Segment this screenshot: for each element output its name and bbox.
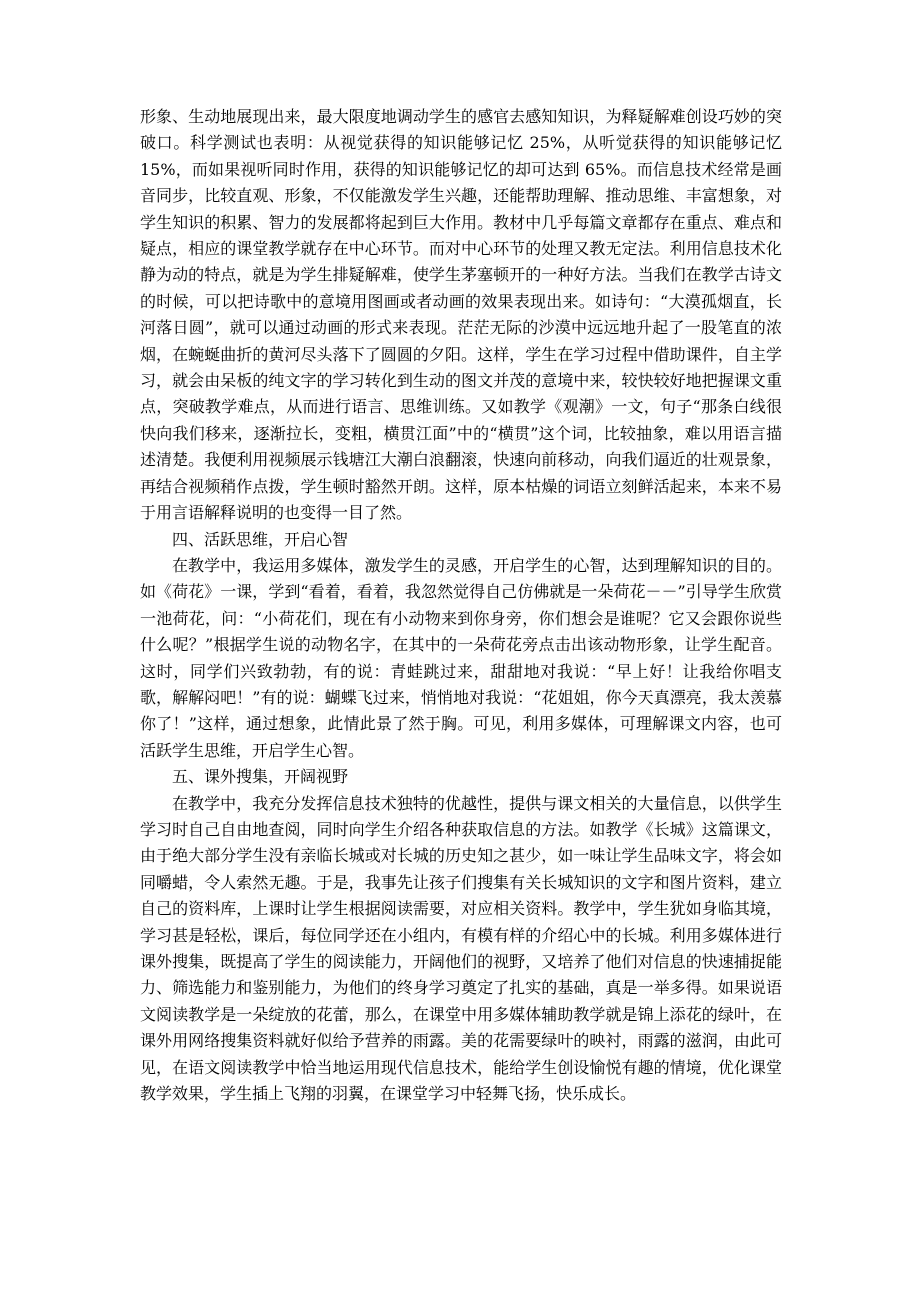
document-page (140, 104, 782, 1107)
paragraph-section-four: 在教学中，我运用多媒体，激发学生的灵感，开启学生的心智，达到理解知识的目的。如《荷花》一课，学到“看着，看着，我忽然觉得自己仿佛就是一朵荷花－－”引导学生欣赏一池荷花，问：“小荷花们，现在有小动物来到你身旁，你们想会是谁呢？它又会跟你说些什么呢？”根据学生说的动物名字，在其中的一朵荷花旁点击出该动物形象，让学生配音。这时，同学们兴致勃勃，有的说：青蛙跳过来，甜甜地对我说：“早上好！让我给你唱支歌，解解闷吧！”有的说：蝴蝶飞过来，悄悄地对我说：“花姐姐，你今天真漂亮，我太羡慕你了！”这样，通过想象，此情此景了然于胸。可见，利用多媒体，可理解课文内容，也可活跃学生思维，开启学生心智。 (140, 555, 782, 760)
section-heading-four: 四、活跃思维，开启心智 (172, 529, 349, 549)
paragraph-section-five: 在教学中，我充分发挥信息技术独特的优越性，提供与课文相关的大量信息，以供学生学习时自己自由地查阅，同时向学生介绍各种获取信息的方法。如教学《长城》这篇课文，由于绝大部分学生没有亲临长城或对长城的历史知之甚少，如一味让学生品味文字，将会如同嚼蜡，令人索然无趣。于是，我事先让孩子们搜集有关长城知识的文字和图片资料，建立自己的资料库，上课时让学生根据阅读需要，对应相关资料。教学中，学生犹如身临其境，学习甚是轻松，课后，每位同学还在小组内，有模有样的介绍心中的长城。利用多媒体进行课外搜集，既提高了学生的阅读能力，开阔他们的视野，又培养了他们对信息的快速捕捉能力、筛选能力和鉴别能力，为他们的终身学习奠定了扎实的基础，真是一举多得。如果说语文阅读教学是一朵绽放的花蕾，那么，在课堂中用多媒体辅助教学就是锦上添花的绿叶，在课外用网络搜集资料就好似给予营养的雨露。美的花需要绿叶的映衬，雨露的滋润，由此可见，在语文阅读教学中恰当地运用现代信息技术，能给学生创设愉悦有趣的情境，优化课堂教学效果，学生插上飞翔的羽翼，在课堂学习中轻舞飞扬，快乐成长。 (140, 793, 782, 1104)
paragraph-continued: 形象、生动地展现出来，最大限度地调动学生的感官去感知知识，为释疑解难创设巧妙的突破口。科学测试也表明：从视觉获得的知识能够记忆 25%，从听觉获得的知识能够记忆 15%，而如果视听同时作用，获得的知识能够记忆的却可达到 65%。而信息技术经常是画音同步，比较直观、形象，不仅能激发学生兴趣，还能帮助理解、推动思维、丰富想象，对学生知识的积累、智力的发展都将起到巨大作用。教材中几乎每篇文章都存在重点、难点和疑点，相应的课堂教学就存在中心环节。而对中心环节的处理又教无定法。利用信息技术化静为动的特点，就是为学生排疑解难，使学生茅塞顿开的一种好方法。当我们在教学古诗文的时候，可以把诗歌中的意境用图画或者动画的效果表现出来。如诗句：“大漠孤烟直，长河落日圆”，就可以通过动画的形式来表现。茫茫无际的沙漠中远远地升起了一股笔直的浓烟，在蜿蜒曲折的黄河尽头落下了圆圆的夕阳。这样，学生在学习过程中借助课件，自主学习，就会由呆板的纯文字的学习转化到生动的图文并茂的意境中来，较快较好地把握课文重点，突破教学难点，从而进行语言、思维训练。又如教学《观潮》一文，句子“那条白线很快向我们移来，逐渐拉长，变粗，横贯江面”中的“横贯”这个词，比较抽象，难以用语言描述清楚。我便利用视频展示钱塘江大潮白浪翻滚，快速向前移动，向我们逼近的壮观景象，再结合视频稍作点拨，学生顿时豁然开朗。这样，原本枯燥的词语立刻鲜活起来，本来不易于用言语解释说明的也变得一目了然。 (140, 107, 782, 523)
section-heading-five: 五、课外搜集，开阔视野 (172, 767, 349, 787)
